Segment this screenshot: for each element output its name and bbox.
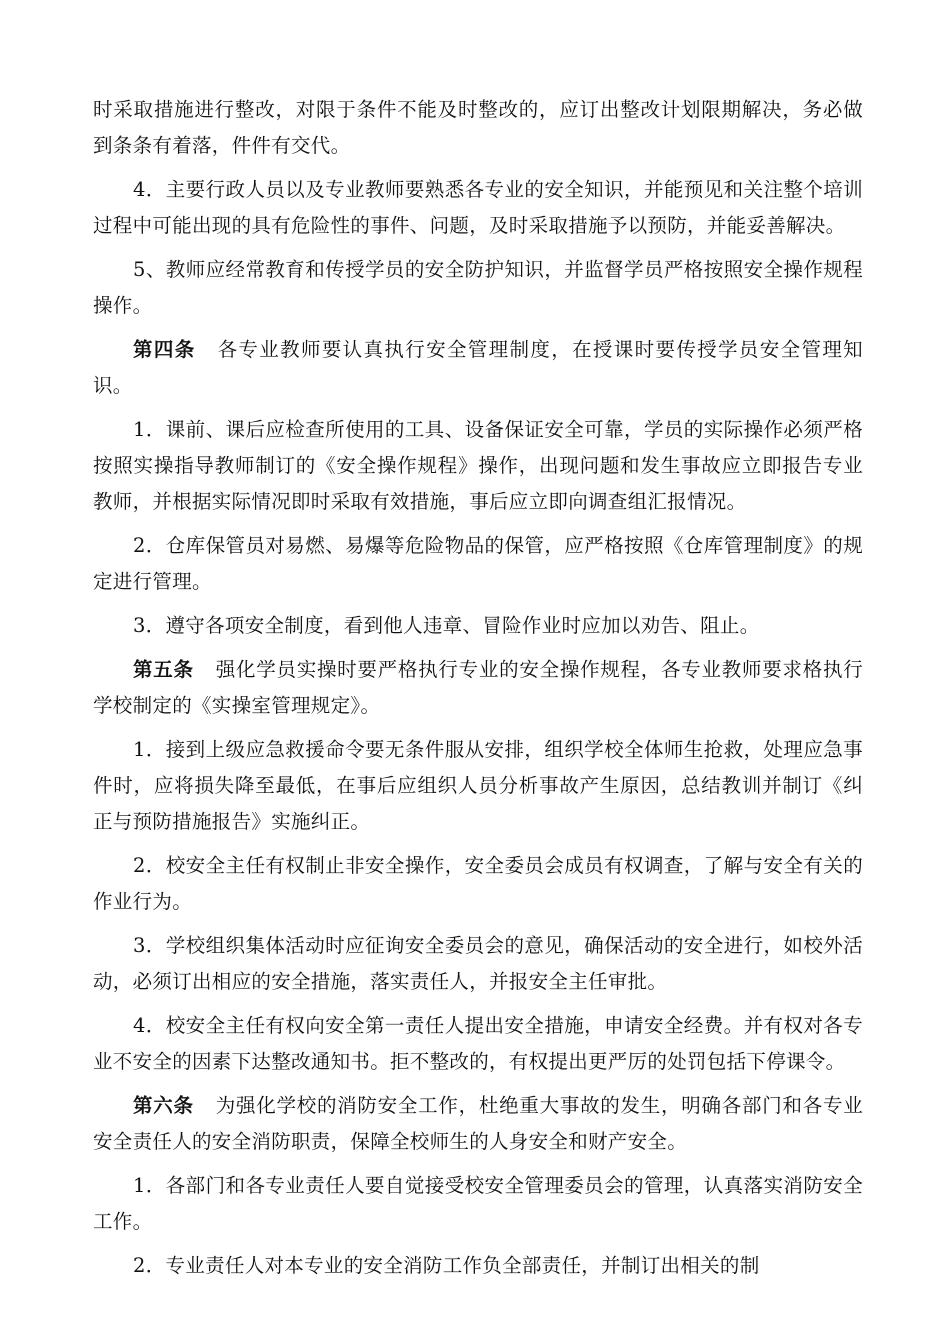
- list-item-5: [93, 252, 863, 324]
- article-5: [93, 652, 863, 724]
- article-heading: 第六条: [133, 1094, 194, 1117]
- article-heading: 第四条: [133, 338, 196, 361]
- paragraph-text: 5、教师应经常教育和传授学员的安全防护知识，并监督学员严格按照安全操作规程操作。: [93, 258, 863, 317]
- paragraph-text: 2．校安全主任有权制止非安全操作，安全委员会成员有权调查，了解与安全有关的作业行为。: [93, 854, 863, 913]
- paragraph-text: 为强化学校的消防安全工作，杜绝重大事故的发生，明确各部门和各专业安全责任人的安全消防职责，保障全校师生的人身安全和财产安全。: [93, 1094, 863, 1153]
- list-item-4: [93, 1008, 863, 1080]
- paragraph-text: 3．学校组织集体活动时应征询安全委员会的意见，确保活动的安全进行，如校外活动，必须订出相应的安全措施，落实责任人，并报安全主任审批。: [93, 934, 863, 993]
- list-item-4: [93, 172, 863, 244]
- paragraph-text: 4．校安全主任有权向安全第一责任人提出安全措施，申请安全经费。并有权对各专业不安全的因素下达整改通知书。拒不整改的，有权提出更严厉的处罚包括下停课令。: [93, 1014, 863, 1073]
- article-heading: 第五条: [133, 658, 194, 681]
- list-item-2: [93, 848, 863, 920]
- list-item-2: [93, 528, 863, 600]
- list-item-1: [93, 732, 863, 840]
- paragraph-text: 3．遵守各项安全制度，看到他人违章、冒险作业时应加以劝告、阻止。: [133, 614, 760, 637]
- paragraph-text: 4．主要行政人员以及专业教师要熟悉各专业的安全知识，并能预见和关注整个培训过程中可能出现的具有危险性的事件、问题，及时采取措施予以预防，并能妥善解决。: [93, 178, 863, 237]
- article-6: [93, 1088, 863, 1160]
- list-item-2: [93, 1248, 863, 1284]
- paragraph-text: 2．仓库保管员对易燃、易爆等危险物品的保管，应严格按照《仓库管理制度》的规定进行管理。: [93, 534, 863, 593]
- document-page: [93, 92, 863, 1292]
- paragraph-text: 1．接到上级应急救援命令要无条件服从安排，组织学校全体师生抢救，处理应急事件时，应将损失降至最低，在事后应组织人员分析事故产生原因，总结教训并制订《纠正与预防措施报告》实施纠正。: [93, 738, 863, 833]
- list-item-1: [93, 412, 863, 520]
- list-item-3: [93, 608, 863, 644]
- paragraph-text: 2．专业责任人对本专业的安全消防工作负全部责任，并制订出相关的制: [133, 1254, 760, 1277]
- paragraph-text: 强化学员实操时要严格执行专业的安全操作规程，各专业教师要求格执行学校制定的《实操室管理规定》。: [93, 658, 863, 717]
- paragraph-text: 1．课前、课后应检查所使用的工具、设备保证安全可靠，学员的实际操作必须严格按照实操指导教师制订的《安全操作规程》操作，出现问题和发生事故应立即报告专业教师，并根据实际情况即时采取有效措施，事后应立即向调查组汇报情况。: [93, 418, 863, 513]
- paragraph-text: 1．各部门和各专业责任人要自觉接受校安全管理委员会的管理，认真落实消防安全工作。: [93, 1174, 863, 1233]
- list-item-3: [93, 928, 863, 1000]
- list-item-1: [93, 1168, 863, 1240]
- article-4: [93, 332, 863, 404]
- paragraph-text: 各专业教师要认真执行安全管理制度，在授课时要传授学员安全管理知识。: [93, 338, 863, 397]
- paragraph-text: 时采取措施进行整改，对限于条件不能及时整改的，应订出整改计划限期解决，务必做到条条有着落，件件有交代。: [93, 98, 863, 157]
- paragraph-continuation: [93, 92, 863, 164]
